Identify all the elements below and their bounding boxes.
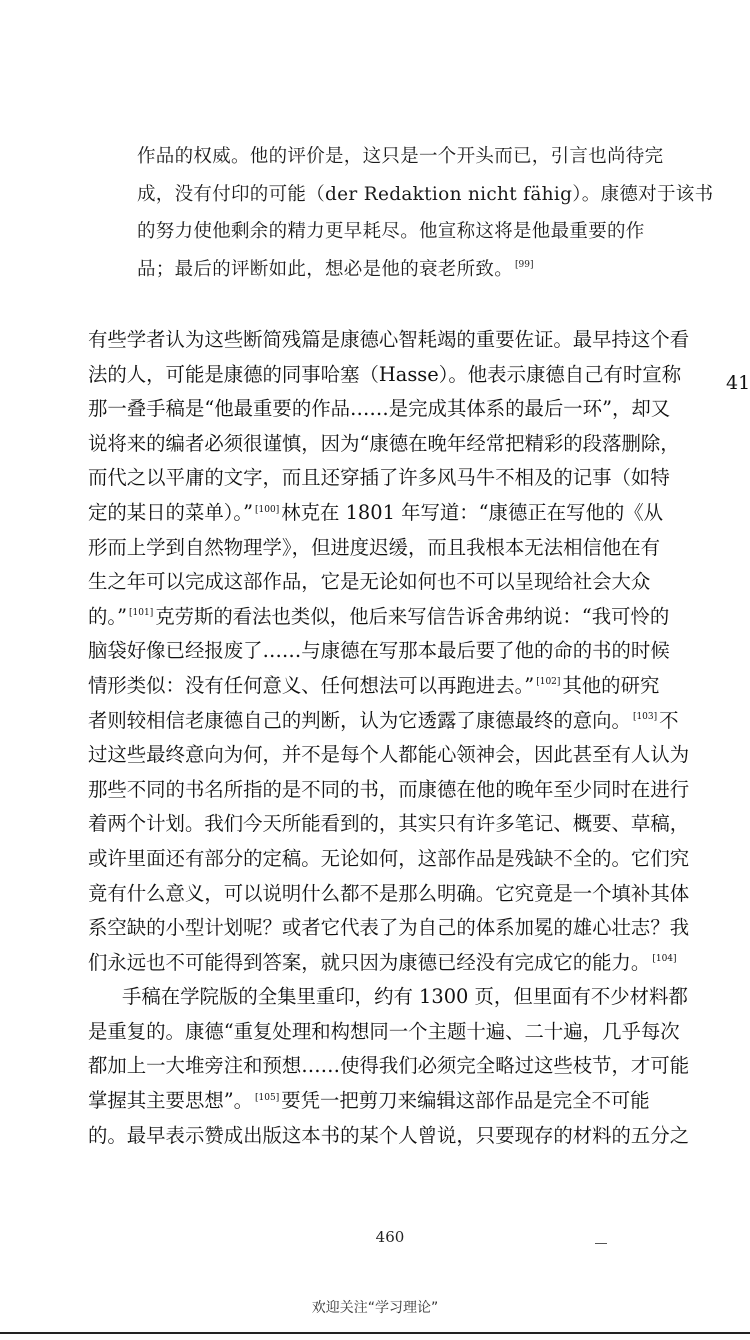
text-line: 都加上一大堆旁注和预想……使得我们必须完全略过这些枝节，才可能 <box>88 1054 690 1078</box>
text-line: 的。最早表示赞成出版这本书的某个人曾说，只要现存的材料的五分之 <box>88 1123 690 1147</box>
footnote-ref: [99] <box>515 260 534 271</box>
text-line: 说将来的编者必须很谨慎，因为“康德在晚年经常把精彩的段落删除， <box>88 431 680 455</box>
paragraph-first-line: 手稿在学院版的全集里重印，约有 1300 页，但里面有不少材料都 <box>122 985 688 1009</box>
text-line: 生之年可以完成这部作品，它是无论如何也不可以呈现给社会大众 <box>88 570 651 594</box>
text-line: 竟有什么意义，可以说明什么都不是那么明确。它究竟是一个填补其体 <box>88 881 690 905</box>
text-line: 系空缺的小型计划呢？或者它代表了为自己的体系加冕的雄心壮志？我 <box>88 916 690 940</box>
text-line: 过这些最终意向为何，并不是每个人都能心领神会，因此甚至有人认为 <box>88 743 690 767</box>
text-line: 那些不同的书名所指的是不同的书，而康德在他的晚年至少同时在进行 <box>88 777 690 801</box>
quote-line-text: 品；最后的评断如此，想必是他的衰老所致。 <box>137 258 514 280</box>
footnote-ref: [101] <box>129 608 154 619</box>
quote-line: 的努力使他剩余的精力更早耗尽。他宣称这将是他最重要的作 <box>137 221 645 242</box>
footnote-ref: [102] <box>536 677 561 688</box>
text-segment: 们永远也不可能得到答案，就只因为康德已经没有完成它的能力。 <box>88 950 651 974</box>
text-segment: 掌握其主要思想”。 <box>88 1089 254 1113</box>
text-line <box>88 1084 723 1119</box>
text-line: 有些学者认为这些断简残篇是康德心智耗竭的重要佐证。最早持这个看 <box>88 328 690 351</box>
quote-line <box>137 251 722 289</box>
text-line <box>88 600 723 635</box>
text-line <box>88 496 723 531</box>
text-segment: 的。” <box>88 604 127 628</box>
text-line: 着两个计划。我们今天所能看到的，其实只有许多笔记、概要、草稿， <box>88 812 690 836</box>
text-segment: 定的某日的菜单）。” <box>88 500 254 524</box>
text-line <box>88 946 723 981</box>
text-segment: 情形类似：没有任何意义、任何想法可以再跑进去。” <box>88 673 535 697</box>
margin-page-number: 41 <box>726 372 750 394</box>
text-segment: 要凭一把剪刀来编辑这部作品是完全不可能 <box>281 1089 650 1113</box>
text-line <box>88 704 723 739</box>
body-text <box>88 323 723 1153</box>
text-line: 而代之以平庸的文字，而且还穿插了许多风马牛不相及的记事（如特 <box>88 466 670 490</box>
text-segment: 克劳斯的看法也类似，他后来写信告诉舍弗纳说：“我可怜的 <box>155 604 670 628</box>
footer-text: 欢迎关注“学习理论” <box>311 1300 439 1316</box>
footnote-ref: [100] <box>255 504 280 515</box>
text-segment: 不 <box>659 708 679 732</box>
text-segment: 林克在 1801 年写道：“康德正在写他的《从 <box>281 500 664 524</box>
text-line <box>88 669 723 704</box>
text-segment: 者则较相信老康德自己的判断，认为它透露了康德最终的意向。 <box>88 708 631 732</box>
page-number: 460 <box>375 1228 405 1246</box>
footer-divider <box>0 1332 750 1334</box>
text-line: 是重复的。康德“重复处理和构想同一个主题十遍、二十遍，几乎每次 <box>88 1019 680 1043</box>
quote-line: 成，没有付印的可能（der Redaktion nicht fähig）。康德对于该书 <box>137 183 714 205</box>
quote-line: 作品的权威。他的评价是，这只是一个开头而已，引言也尚待完 <box>137 146 664 167</box>
scan-mark <box>595 1243 607 1244</box>
block-quote <box>137 138 722 288</box>
footnote-ref: [104] <box>652 954 677 965</box>
text-line: 或许里面还有部分的定稿。无论如何，这部作品是残缺不全的。它们究 <box>88 846 690 870</box>
footnote-ref: [103] <box>632 712 658 723</box>
text-segment: 其他的研究 <box>562 673 660 697</box>
text-line: 脑袋好像已经报废了……与康德在写那本最后要了他的命的书的时候 <box>88 639 670 663</box>
text-line: 形而上学到自然物理学》，但进度迟缓，而且我根本无法相信他在有 <box>88 535 661 559</box>
footnote-ref: [105] <box>255 1092 280 1103</box>
text-line: 那一叠手稿是“他最重要的作品……是完成其体系的最后一环”，却又 <box>88 397 671 421</box>
text-line: 法的人，可能是康德的同事哈塞（Hasse）。他表示康德自己有时宣称 <box>88 362 682 386</box>
